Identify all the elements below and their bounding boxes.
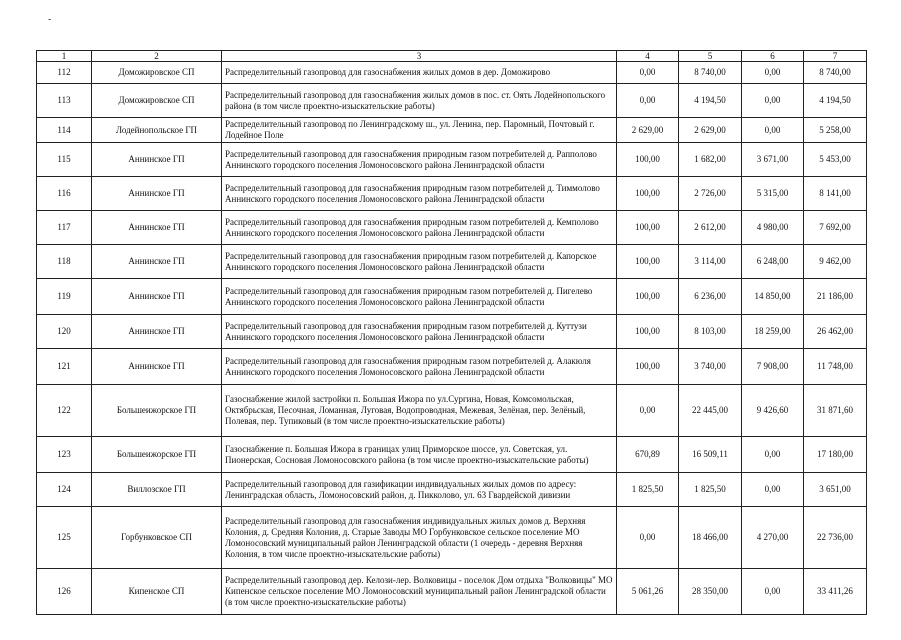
project-description: Газоснабжение жилой застройки п. Большая Ижора по ул.Сургина, Новая, Комсомольская, Октябрьская, Песочная, Ломанная, Луговая, Водопроводная, Межевая, Зелёная, пер. Зелёный, Полевая, пер. Тупиковый (в том числе проектно-изыскательские работы) xyxy=(222,385,617,437)
value-col5: 28 350,00 xyxy=(679,569,742,615)
table-row xyxy=(37,279,867,315)
settlement-name: Аннинское ГП xyxy=(92,177,222,211)
value-col6: 0,00 xyxy=(742,473,804,507)
settlement-name: Большеижорское ГП xyxy=(92,385,222,437)
value-col4: 670,89 xyxy=(617,437,679,473)
row-number: 114 xyxy=(37,118,92,143)
value-col6: 0,00 xyxy=(742,437,804,473)
column-header: 4 xyxy=(617,51,679,62)
value-col7: 8 740,00 xyxy=(804,62,867,84)
settlement-name: Аннинское ГП xyxy=(92,245,222,279)
row-number: 119 xyxy=(37,279,92,315)
table-row xyxy=(37,245,867,279)
value-col5: 6 236,00 xyxy=(679,279,742,315)
value-col6: 0,00 xyxy=(742,118,804,143)
project-description: Распределительный газопровод по Ленинградскому ш., ул. Ленина, пер. Паромный, Почтовый г. Лодейное Поле xyxy=(222,118,617,143)
value-col7: 31 871,60 xyxy=(804,385,867,437)
value-col6: 4 980,00 xyxy=(742,211,804,245)
value-col7: 11 748,00 xyxy=(804,349,867,385)
value-col6: 5 315,00 xyxy=(742,177,804,211)
settlement-name: Аннинское ГП xyxy=(92,315,222,349)
settlement-name: Аннинское ГП xyxy=(92,279,222,315)
table-row xyxy=(37,211,867,245)
table-row xyxy=(37,385,867,437)
value-col7: 8 141,00 xyxy=(804,177,867,211)
table-row xyxy=(37,84,867,118)
value-col6: 6 248,00 xyxy=(742,245,804,279)
project-description: Распределительный газопровод для газоснабжения индивидуальных жилых домов д. Верхняя Колония, д. Средняя Колония, д. Старые Заводы МО Горбунковское сельское поселение МО Ломоносовский муниципальный район Ленинградской области (1 очередь - деревня Верхняя Колония, в том числе проектно-изыскательские работы) xyxy=(222,507,617,569)
value-col7: 22 736,00 xyxy=(804,507,867,569)
row-number: 118 xyxy=(37,245,92,279)
gas-pipeline-table xyxy=(36,50,867,615)
row-number: 117 xyxy=(37,211,92,245)
value-col7: 5 258,00 xyxy=(804,118,867,143)
value-col4: 100,00 xyxy=(617,177,679,211)
project-description: Распределительный газопровод для газификации индивидуальных жилых домов по адресу: Ленинградская область, Ломоносовский район, д. Пикколово, ул. 63 Гвардейской дивизии xyxy=(222,473,617,507)
project-description: Распределительный газопровод для газоснабжения природным газом потребителей д. Кемполово Аннинского городского поселения Ломоносовского района Ленинградской области xyxy=(222,211,617,245)
value-col5: 2 629,00 xyxy=(679,118,742,143)
value-col4: 0,00 xyxy=(617,84,679,118)
settlement-name: Лодейнопольское ГП xyxy=(92,118,222,143)
value-col5: 2 612,00 xyxy=(679,211,742,245)
value-col5: 18 466,00 xyxy=(679,507,742,569)
table-row xyxy=(37,349,867,385)
project-description: Распределительный газопровод для газоснабжения природным газом потребителей д. Пигелево Аннинского городского поселения Ломоносовского района Ленинградской области xyxy=(222,279,617,315)
table-row xyxy=(37,315,867,349)
value-col6: 0,00 xyxy=(742,569,804,615)
value-col5: 1 682,00 xyxy=(679,143,742,177)
settlement-name: Аннинское ГП xyxy=(92,143,222,177)
row-number: 112 xyxy=(37,62,92,84)
settlement-name: Большеижорское ГП xyxy=(92,437,222,473)
project-description: Распределительный газопровод для газоснабжения природным газом потребителей д. Куттузи Аннинского городского поселения Ломоносовского района Ленинградской области xyxy=(222,315,617,349)
value-col7: 4 194,50 xyxy=(804,84,867,118)
project-description: Распределительный газопровод для газоснабжения жилых домов в дер. Доможирово xyxy=(222,62,617,84)
settlement-name: Виллозское ГП xyxy=(92,473,222,507)
project-description: Распределительный газопровод для газоснабжения жилых домов в пос. ст. Оять Лодейнопольского района (в том числе проектно-изыскательские работы) xyxy=(222,84,617,118)
table-row xyxy=(37,569,867,615)
row-number: 125 xyxy=(37,507,92,569)
row-number: 115 xyxy=(37,143,92,177)
value-col5: 16 509,11 xyxy=(679,437,742,473)
value-col7: 7 692,00 xyxy=(804,211,867,245)
table-row xyxy=(37,177,867,211)
column-header: 6 xyxy=(742,51,804,62)
value-col6: 14 850,00 xyxy=(742,279,804,315)
value-col7: 33 411,26 xyxy=(804,569,867,615)
project-description: Распределительный газопровод для газоснабжения природным газом потребителей д. Алакюля Аннинского городского поселения Ломоносовского района Ленинградской области xyxy=(222,349,617,385)
project-description: Распределительный газопровод для газоснабжения природным газом потребителей д. Капорское Аннинского городского поселения Ломоносовского района Ленинградской области xyxy=(222,245,617,279)
row-number: 122 xyxy=(37,385,92,437)
table-row xyxy=(37,437,867,473)
project-description: Распределительный газопровод для газоснабжения природным газом потребителей д. Тиммолово Аннинского городского поселения Ломоносовского района Ленинградской области xyxy=(222,177,617,211)
table-row xyxy=(37,143,867,177)
value-col6: 4 270,00 xyxy=(742,507,804,569)
value-col7: 9 462,00 xyxy=(804,245,867,279)
settlement-name: Горбунковское СП xyxy=(92,507,222,569)
value-col5: 3 740,00 xyxy=(679,349,742,385)
row-number: 126 xyxy=(37,569,92,615)
column-header: 3 xyxy=(222,51,617,62)
row-number: 121 xyxy=(37,349,92,385)
value-col6: 0,00 xyxy=(742,62,804,84)
page-mark: - xyxy=(48,14,52,25)
value-col7: 3 651,00 xyxy=(804,473,867,507)
value-col6: 9 426,60 xyxy=(742,385,804,437)
row-number: 124 xyxy=(37,473,92,507)
value-col4: 100,00 xyxy=(617,245,679,279)
table-row xyxy=(37,62,867,84)
value-col4: 100,00 xyxy=(617,143,679,177)
value-col5: 1 825,50 xyxy=(679,473,742,507)
value-col7: 21 186,00 xyxy=(804,279,867,315)
row-number: 113 xyxy=(37,84,92,118)
settlement-name: Доможировское СП xyxy=(92,62,222,84)
column-header: 2 xyxy=(92,51,222,62)
row-number: 123 xyxy=(37,437,92,473)
table-row xyxy=(37,473,867,507)
value-col5: 3 114,00 xyxy=(679,245,742,279)
project-description: Распределительный газопровод для газоснабжения природным газом потребителей д. Рапполово Аннинского городского поселения Ломоносовского района Ленинградской области xyxy=(222,143,617,177)
row-number: 120 xyxy=(37,315,92,349)
value-col5: 8 103,00 xyxy=(679,315,742,349)
table-row xyxy=(37,118,867,143)
value-col7: 26 462,00 xyxy=(804,315,867,349)
value-col6: 3 671,00 xyxy=(742,143,804,177)
value-col4: 100,00 xyxy=(617,211,679,245)
column-header: 7 xyxy=(804,51,867,62)
value-col6: 7 908,00 xyxy=(742,349,804,385)
project-description: Газоснабжение п. Большая Ижора в границах улиц Приморское шоссе, ул. Советская, ул. Пионерская, Сосновая Ломоносовского района (в том числе проектно-изыскательские работы) xyxy=(222,437,617,473)
value-col7: 5 453,00 xyxy=(804,143,867,177)
row-number: 116 xyxy=(37,177,92,211)
value-col4: 5 061,26 xyxy=(617,569,679,615)
value-col6: 18 259,00 xyxy=(742,315,804,349)
value-col4: 100,00 xyxy=(617,349,679,385)
value-col5: 4 194,50 xyxy=(679,84,742,118)
value-col5: 8 740,00 xyxy=(679,62,742,84)
value-col4: 0,00 xyxy=(617,62,679,84)
value-col7: 17 180,00 xyxy=(804,437,867,473)
settlement-name: Кипенское СП xyxy=(92,569,222,615)
value-col5: 22 445,00 xyxy=(679,385,742,437)
settlement-name: Аннинское ГП xyxy=(92,349,222,385)
table-row xyxy=(37,507,867,569)
column-header: 5 xyxy=(679,51,742,62)
project-description: Распределительный газопровод дер. Келози-лер. Волковицы - поселок Дом отдыха "Волковицы" МО Кипенское сельское поселение МО Ломоносовский муниципальный район Ленинградской области (в том числе проектно-изыскательские работы) xyxy=(222,569,617,615)
settlement-name: Доможировское СП xyxy=(92,84,222,118)
value-col4: 100,00 xyxy=(617,315,679,349)
value-col4: 2 629,00 xyxy=(617,118,679,143)
value-col4: 100,00 xyxy=(617,279,679,315)
value-col6: 0,00 xyxy=(742,84,804,118)
column-header: 1 xyxy=(37,51,92,62)
value-col4: 0,00 xyxy=(617,507,679,569)
value-col4: 1 825,50 xyxy=(617,473,679,507)
value-col5: 2 726,00 xyxy=(679,177,742,211)
value-col4: 0,00 xyxy=(617,385,679,437)
settlement-name: Аннинское ГП xyxy=(92,211,222,245)
table-header-row xyxy=(37,51,867,62)
